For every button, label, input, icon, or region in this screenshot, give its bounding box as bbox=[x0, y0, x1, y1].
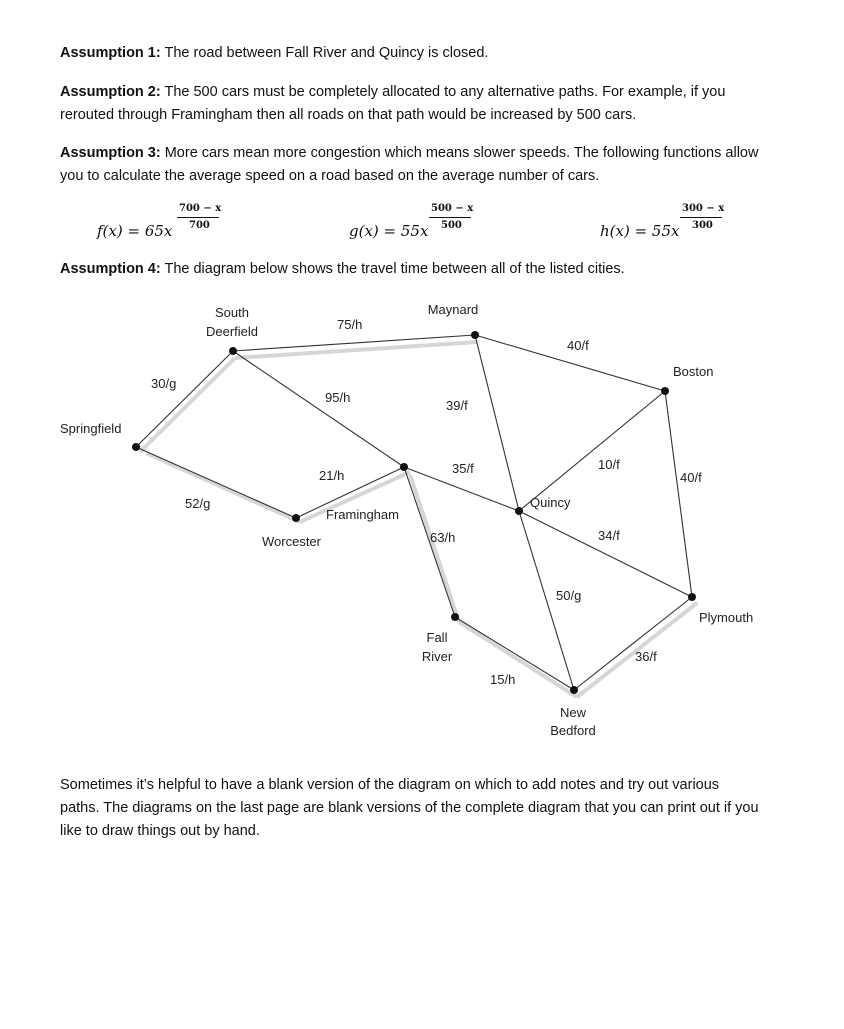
assumption-1 bbox=[60, 42, 780, 65]
shadow-spr-sd bbox=[140, 358, 235, 452]
assumption-2-text: The 500 cars must be completely allocated to any alternative paths. For example, if you rerouted through Framingham then all roads on that path would be increased by 500 cars. bbox=[60, 84, 726, 123]
label-south-deerfield-line1: South bbox=[215, 305, 249, 320]
shadow-fallriver-newbedford bbox=[459, 622, 577, 697]
assumption-4-label: Assumption 4: bbox=[60, 261, 161, 277]
road-springfield-southdeerfield bbox=[136, 351, 233, 447]
label-south-deerfield-line2: Deerfield bbox=[205, 324, 259, 339]
formula-h-fraction-bar bbox=[680, 217, 722, 218]
node-framingham bbox=[400, 463, 408, 471]
assumption-2-label: Assumption 2: bbox=[60, 84, 161, 100]
assumption-3-label: Assumption 3: bbox=[60, 145, 161, 161]
edge-label-sd-maynard: 75/h bbox=[337, 317, 363, 332]
formula-f-fraction-bar bbox=[177, 217, 219, 218]
label-framingham: Framingham bbox=[326, 507, 399, 522]
roads bbox=[136, 335, 692, 690]
formula-g-denominator: 500 bbox=[441, 220, 462, 231]
shadow-fram-fallriver bbox=[410, 475, 459, 622]
formula-h-numerator: 300 − x bbox=[682, 203, 725, 214]
edge-label-spr-worc: 52/g bbox=[185, 496, 211, 511]
node-fall-river bbox=[451, 613, 459, 621]
shadow-sd-maynard bbox=[235, 342, 477, 358]
city-nodes bbox=[132, 331, 696, 694]
formula-g bbox=[349, 200, 489, 244]
node-springfield bbox=[132, 443, 140, 451]
label-worcester: Worcester bbox=[262, 534, 321, 549]
edge-label-maynard-quincy: 39/f bbox=[446, 398, 468, 413]
formula-g-name: g(x) = 55x bbox=[349, 222, 429, 240]
label-fall-river-line2: River bbox=[421, 649, 453, 664]
assumption-1-label: Assumption 1: bbox=[60, 45, 161, 61]
city-labels bbox=[60, 302, 753, 738]
edge-label-newbedford-plymouth: 36/f bbox=[635, 649, 657, 664]
node-new-bedford bbox=[570, 686, 578, 694]
label-new-bedford-line2: Bedford bbox=[550, 723, 596, 738]
label-new-bedford-line1: New bbox=[559, 705, 587, 720]
node-quincy bbox=[515, 507, 523, 515]
node-maynard bbox=[471, 331, 479, 339]
formula-h-denominator: 300 bbox=[692, 220, 713, 231]
road-maynard-quincy bbox=[475, 335, 519, 511]
edge-label-fallriver-newbedford: 15/h bbox=[490, 672, 516, 687]
formula-g-fraction-bar bbox=[429, 217, 471, 218]
road-southdeerfield-framingham bbox=[233, 351, 404, 467]
formula-f-name: f(x) = 65x bbox=[97, 222, 173, 240]
shadow-spr-worc bbox=[146, 453, 300, 522]
closing-paragraph: Sometimes it’s helpful to have a blank version of the diagram on which to add notes and try out various paths. The diagrams on the last page are blank versions of the complete diagram that you can print out if you like to draw things out by hand. bbox=[60, 777, 759, 839]
edge-label-fram-quincy: 35/f bbox=[452, 461, 474, 476]
label-maynard: Maynard bbox=[427, 302, 479, 317]
node-boston bbox=[661, 387, 669, 395]
label-boston: Boston bbox=[673, 364, 714, 379]
formula-g-numerator: 500 − x bbox=[431, 203, 474, 214]
formula-h-name: h(x) = 55x bbox=[600, 222, 680, 240]
road-shadows bbox=[140, 342, 697, 697]
edge-label-maynard-boston: 40/f bbox=[567, 338, 589, 353]
formula-f-denominator: 700 bbox=[189, 220, 210, 231]
assumption-2 bbox=[60, 81, 760, 127]
edge-label-worc-fram: 21/h bbox=[319, 468, 345, 483]
assumption-3 bbox=[60, 142, 760, 188]
label-springfield: Springfield bbox=[60, 421, 122, 436]
edge-label-spr-sd: 30/g bbox=[151, 376, 177, 391]
assumption-1-text: The road between Fall River and Quincy is closed. bbox=[160, 45, 489, 61]
edge-label-fram-fallriver: 63/h bbox=[430, 530, 456, 545]
node-plymouth bbox=[688, 593, 696, 601]
road-newbedford-plymouth bbox=[574, 597, 692, 690]
assumption-4-text: The diagram below shows the travel time between all of the listed cities. bbox=[160, 261, 625, 277]
label-fall-river-line1: Fall bbox=[426, 630, 448, 645]
assumption-3-text: More cars mean more congestion which means slower speeds. The following functions allow you to calculate the average speed on a road based on the average number of cars. bbox=[60, 145, 759, 184]
road-springfield-worcester bbox=[136, 447, 296, 518]
node-worcester bbox=[292, 514, 300, 522]
label-plymouth: Plymouth bbox=[699, 610, 754, 625]
label-quincy: Quincy bbox=[530, 495, 571, 510]
edge-label-boston-plymouth: 40/f bbox=[680, 470, 702, 485]
formula-h bbox=[600, 200, 740, 244]
edge-label-quincy-plymouth: 34/f bbox=[598, 528, 620, 543]
road-boston-plymouth bbox=[665, 391, 692, 597]
assumption-4 bbox=[60, 258, 780, 281]
road-quincy-plymouth bbox=[519, 511, 692, 597]
road-network-diagram bbox=[0, 290, 844, 760]
formula-f bbox=[97, 200, 237, 244]
node-south-deerfield bbox=[229, 347, 237, 355]
edge-label-boston-quincy: 10/f bbox=[598, 457, 620, 472]
edge-label-quincy-newbedford: 50/g bbox=[556, 588, 582, 603]
formula-f-numerator: 700 − x bbox=[179, 203, 222, 214]
edge-label-sd-fram: 95/h bbox=[325, 390, 351, 405]
road-boston-quincy bbox=[519, 391, 665, 511]
